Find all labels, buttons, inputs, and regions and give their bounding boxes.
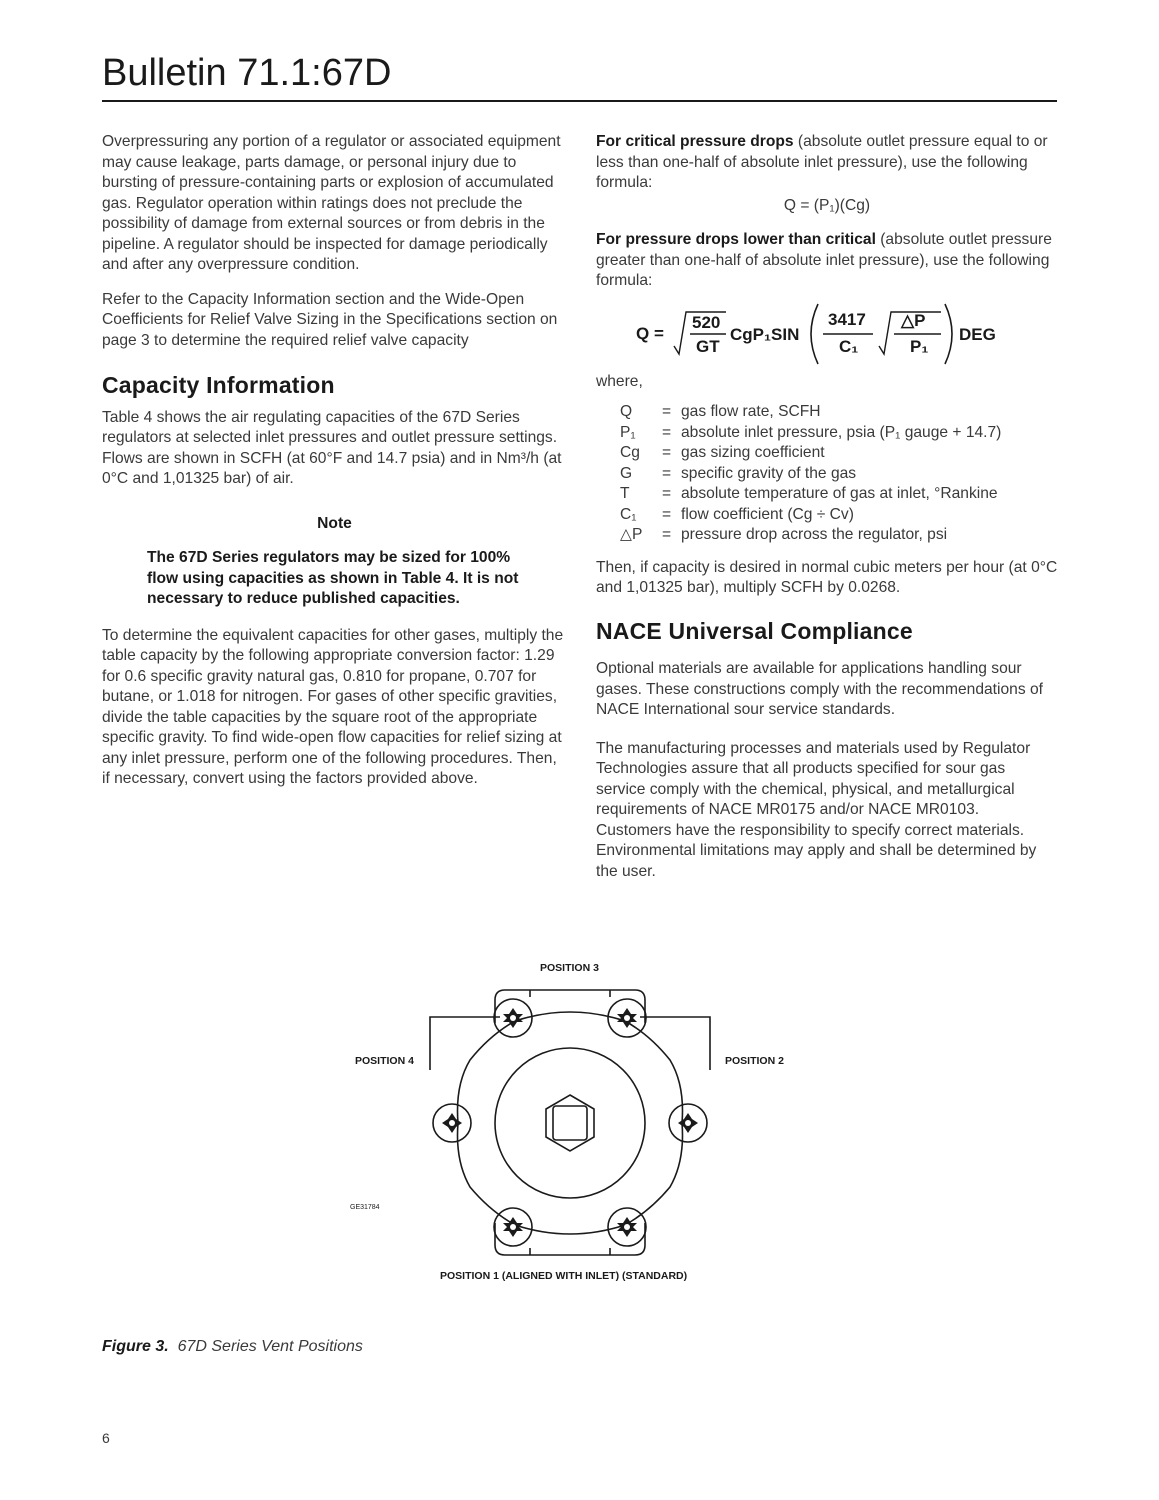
variable-row: G = specific gravity of the gas xyxy=(620,464,857,482)
formula-c1: C₁ xyxy=(839,336,859,356)
right-column xyxy=(596,132,1058,896)
formula-q: Q = xyxy=(636,323,664,343)
critical-bold: For critical pressure drops xyxy=(596,133,794,150)
variable-table xyxy=(620,402,1001,546)
variable-row: Q = gas flow rate, SCFH xyxy=(620,403,821,420)
capacity-paragraph: Table 4 shows the air regulating capacities of the 67D Series regulators at selected inlet pressures and outlet pressure settings. Flows are shown in SCFH (at 60°F and 14.7 psia) and in Nm³/h (at 0°C and 1,01325 bar) of air. xyxy=(102,408,562,487)
variable-row: Cg = gas sizing coefficient xyxy=(620,444,825,461)
note-body: The 67D Series regulators may be sized for 100% flow using capacities as shown in Table 4. It is not necessary to reduce published capacities. xyxy=(147,549,519,607)
note-heading: Note xyxy=(317,514,352,532)
regulator-drawing xyxy=(340,955,800,1285)
position-2-label: POSITION 2 xyxy=(725,1055,784,1067)
page-number: 6 xyxy=(102,1430,110,1446)
overpressure-paragraph: Overpressuring any portion of a regulator or associated equipment may cause leakage, parts damage, or personal injury due to bursting of pressure-containing parts or explosion of accumulated gas. Regulator operation within ratings does not preclude the possibility of damage from external sources or from debris in the pipeline. A regulator should be inspected for damage periodically and after any overpressure condition. xyxy=(102,133,561,273)
critical-text: (absolute outlet pressure equal to or less than one-half of absolute inlet pressure), use the following formula: xyxy=(596,133,1048,191)
variable-row: T = absolute temperature of gas at inlet, °Rankine xyxy=(620,485,998,502)
formula-deg: DEG xyxy=(959,324,996,344)
vent-positions-figure xyxy=(340,955,800,1285)
position-1-label: POSITION 1 (ALIGNED WITH INLET) (STANDARD) xyxy=(440,1270,688,1282)
variable-row: P₁ = absolute inlet pressure, psia (P₁ gauge + 14.7) xyxy=(620,423,1002,441)
subcritical-formula xyxy=(596,300,1058,368)
drawing-code: GE31784 xyxy=(350,1204,380,1211)
figure-caption xyxy=(102,1338,363,1356)
title-rule xyxy=(102,100,1057,102)
lower-paragraph xyxy=(596,230,1058,292)
where-label: where, xyxy=(596,372,643,390)
position-4-label: POSITION 4 xyxy=(355,1055,414,1067)
formula-520: 520 xyxy=(692,312,721,332)
lower-text: (absolute outlet pressure greater than one-half of absolute inlet pressure), use the following formula: xyxy=(596,231,1052,289)
critical-paragraph xyxy=(596,132,1058,194)
refer-paragraph: Refer to the Capacity Information section and the Wide-Open Coefficients for Relief Valve Sizing in the Specifications section on page 3 to determine the required relief valve capacity xyxy=(102,290,558,349)
figure-label: Figure 3. xyxy=(102,1338,169,1355)
nace-heading: NACE Universal Compliance xyxy=(596,617,913,644)
conversion-paragraph: To determine the equivalent capacities for other gases, multiply the table capacity by the following appropriate conversion factor: 1.29 for 0.6 specific gravity natural gas, 0.810 for propane, 0.707 for butane, or 1.018 for nitrogen. For gases of other specific gravities, divide the table capacities by the square root of the appropriate specific gravity. To find wide-open flow capacities for relief sizing at any inlet pressure, perform one of the following procedures. Then, if necessary, convert using the factors provided above. xyxy=(102,626,564,787)
nace-paragraph-2: The manufacturing processes and materials used by Regulator Technologies assure that all products specified for sour gas service comply with the chemical, physical, and metallurgical requirements of NACE MR0175 and/or NACE MR0103. Customers have the responsibility to specify correct materials. Environmental limitations may apply and shall be determined by the user. xyxy=(596,739,1037,880)
lower-bold: For pressure drops lower than critical xyxy=(596,231,876,248)
formula-gt: GT xyxy=(696,336,720,356)
position-3-label: POSITION 3 xyxy=(540,962,599,974)
capacity-heading: Capacity Information xyxy=(102,372,335,398)
formula-3417: 3417 xyxy=(828,309,866,329)
formula-cgp1sin: CgP₁SIN xyxy=(730,324,800,344)
conversion-note: Then, if capacity is desired in normal cubic meters per hour (at 0°C and 1,01325 bar), multiply SCFH by 0.0268. xyxy=(596,558,1058,596)
formula-delta-p: △P xyxy=(901,310,926,330)
left-column xyxy=(102,132,567,804)
critical-formula: Q = (P₁)(Cg) xyxy=(783,196,871,214)
page-title: Bulletin 71.1:67D xyxy=(102,52,392,94)
formula-p1: P₁ xyxy=(910,336,929,356)
variable-row: △P = pressure drop across the regulator, psi xyxy=(620,526,948,543)
figure-caption-text: 67D Series Vent Positions xyxy=(177,1338,363,1355)
nace-paragraph-1: Optional materials are available for applications handling sour gases. These constructions comply with the recommendations of NACE International sour service standards. xyxy=(596,660,1043,718)
variable-row: C₁ = flow coefficient (Cg ÷ Cv) xyxy=(620,505,854,523)
